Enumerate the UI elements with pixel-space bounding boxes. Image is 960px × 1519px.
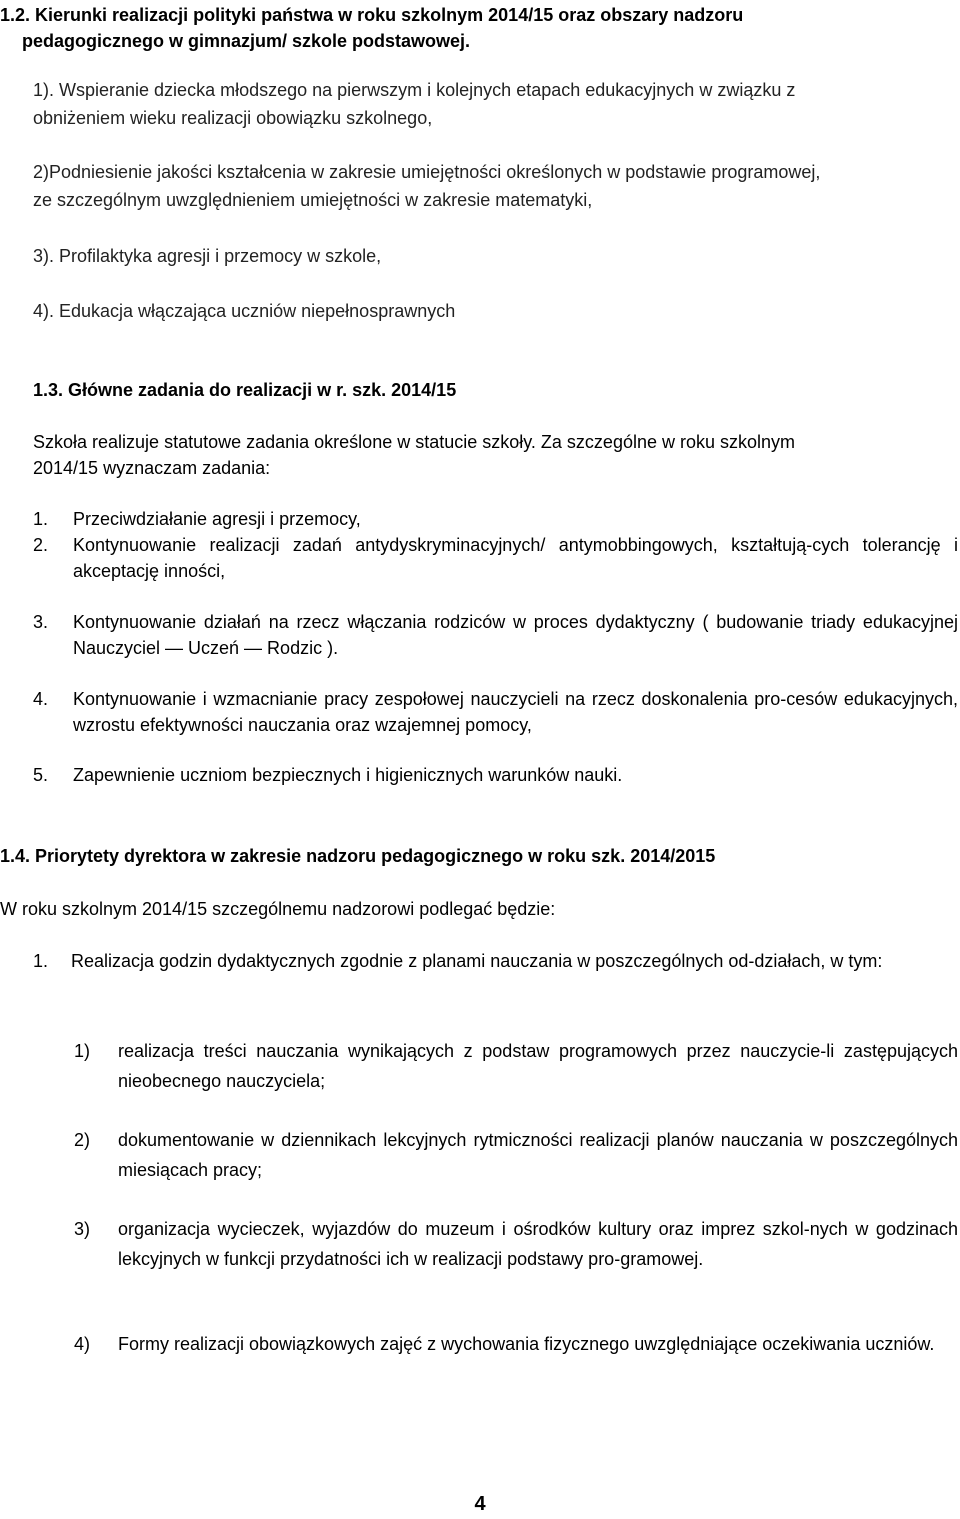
task-item: [33, 506, 958, 532]
direction-2-line2: ze szczególnym uwzględnieniem umiejętności w zakresie matematyki,: [33, 190, 593, 210]
section-1-3-intro-line1: Szkoła realizuje statutowe zadania określone w statucie szkoły. Za szczególne w roku szkolnym: [33, 432, 796, 452]
task-text: Kontynuowanie działań na rzecz włączania rodziców w proces dydaktyczny ( budowanie triady edukacyjnej Nauczyciel — Uczeń — Rodzic ).: [73, 612, 958, 658]
task-text: Zapewnienie uczniom bezpiecznych i higienicznych warunków nauki.: [73, 765, 623, 785]
subitem-number: 4): [74, 1334, 91, 1354]
subitem-number: 2): [74, 1130, 91, 1150]
section-1-4-heading: 1.4. Priorytety dyrektora w zakresie nadzoru pedagogicznego w roku szk. 2014/2015: [0, 846, 716, 866]
task-number: 4.: [33, 689, 49, 709]
task-item: [33, 762, 958, 788]
direction-1-line1: 1). Wspieranie dziecka młodszego na pierwszym i kolejnych etapach edukacyjnych w związku z: [33, 80, 796, 100]
priority-number: 1.: [33, 951, 49, 971]
direction-3: 3). Profilaktyka agresji i przemocy w szkole,: [33, 246, 382, 266]
priority-item: [33, 946, 958, 976]
section-1-3-heading: 1.3. Główne zadania do realizacji w r. szk. 2014/15: [33, 380, 457, 400]
direction-4: 4). Edukacja włączająca uczniów niepełnosprawnych: [33, 301, 456, 321]
task-item: [33, 609, 958, 661]
task-number: 2.: [33, 535, 49, 555]
priority-subitem: [74, 1125, 958, 1185]
direction-2-line1: 2)Podniesienie jakości kształcenia w zakresie umiejętności określonych w podstawie programowej,: [33, 162, 821, 182]
section-1-2-title-line1: 1.2. Kierunki realizacji polityki państwa w roku szkolnym 2014/15 oraz obszary nadzoru: [0, 5, 744, 25]
task-item: [33, 532, 958, 584]
task-text: Kontynuowanie realizacji zadań antydyskryminacyjnych/ antymobbingowych, kształtują-cych tolerancję i akceptację inności,: [73, 535, 958, 581]
subitem-number: 3): [74, 1219, 91, 1239]
task-item: [33, 686, 958, 738]
section-1-2-heading: [0, 2, 960, 54]
priority-subitem: [74, 1214, 958, 1274]
page-number: 4: [474, 1493, 486, 1515]
priority-subitem: [74, 1329, 958, 1359]
task-number: 1.: [33, 509, 49, 529]
section-1-3-intro: [33, 429, 958, 481]
subitem-number: 1): [74, 1041, 91, 1061]
task-number: 3.: [33, 612, 49, 632]
subitem-text: realizacja treści nauczania wynikających z podstaw programowych przez nauczycie-li zastępujących nieobecnego nauczyciela;: [118, 1041, 958, 1091]
direction-1-line2: obniżeniem wieku realizacji obowiązku szkolnego,: [33, 108, 433, 128]
direction-2: [33, 158, 948, 214]
section-1-4-intro: W roku szkolnym 2014/15 szczególnemu nadzorowi podlegać będzie:: [0, 899, 556, 919]
direction-1: [33, 76, 948, 132]
subitem-text: Formy realizacji obowiązkowych zajęć z wychowania fizycznego uwzględniające oczekiwania uczniów.: [118, 1334, 935, 1354]
section-1-3-intro-line2: 2014/15 wyznaczam zadania:: [33, 458, 271, 478]
task-number: 5.: [33, 765, 49, 785]
subitem-text: dokumentowanie w dziennikach lekcyjnych rytmiczności realizacji planów nauczania w poszczególnych miesiącach pracy;: [118, 1130, 958, 1180]
priority-text: Realizacja godzin dydaktycznych zgodnie z planami nauczania w poszczególnych od-działach, w tym:: [71, 951, 883, 971]
task-text: Przeciwdziałanie agresji i przemocy,: [73, 509, 361, 529]
subitem-text: organizacja wycieczek, wyjazdów do muzeum i ośrodków kultury oraz imprez szkol-nych w godzinach lekcyjnych w funkcji przydatności ich w realizacji podstawy pro-gramowej.: [118, 1219, 958, 1269]
section-1-2-title-line2: pedagogicznego w gimnazjum/ szkole podstawowej.: [22, 31, 471, 51]
task-text: Kontynuowanie i wzmacnianie pracy zespołowej nauczycieli na rzecz doskonalenia pro-cesów edukacyjnych, wzrostu efektywności nauczania oraz wzajemnej pomocy,: [73, 689, 958, 735]
priority-subitem: [74, 1036, 958, 1096]
